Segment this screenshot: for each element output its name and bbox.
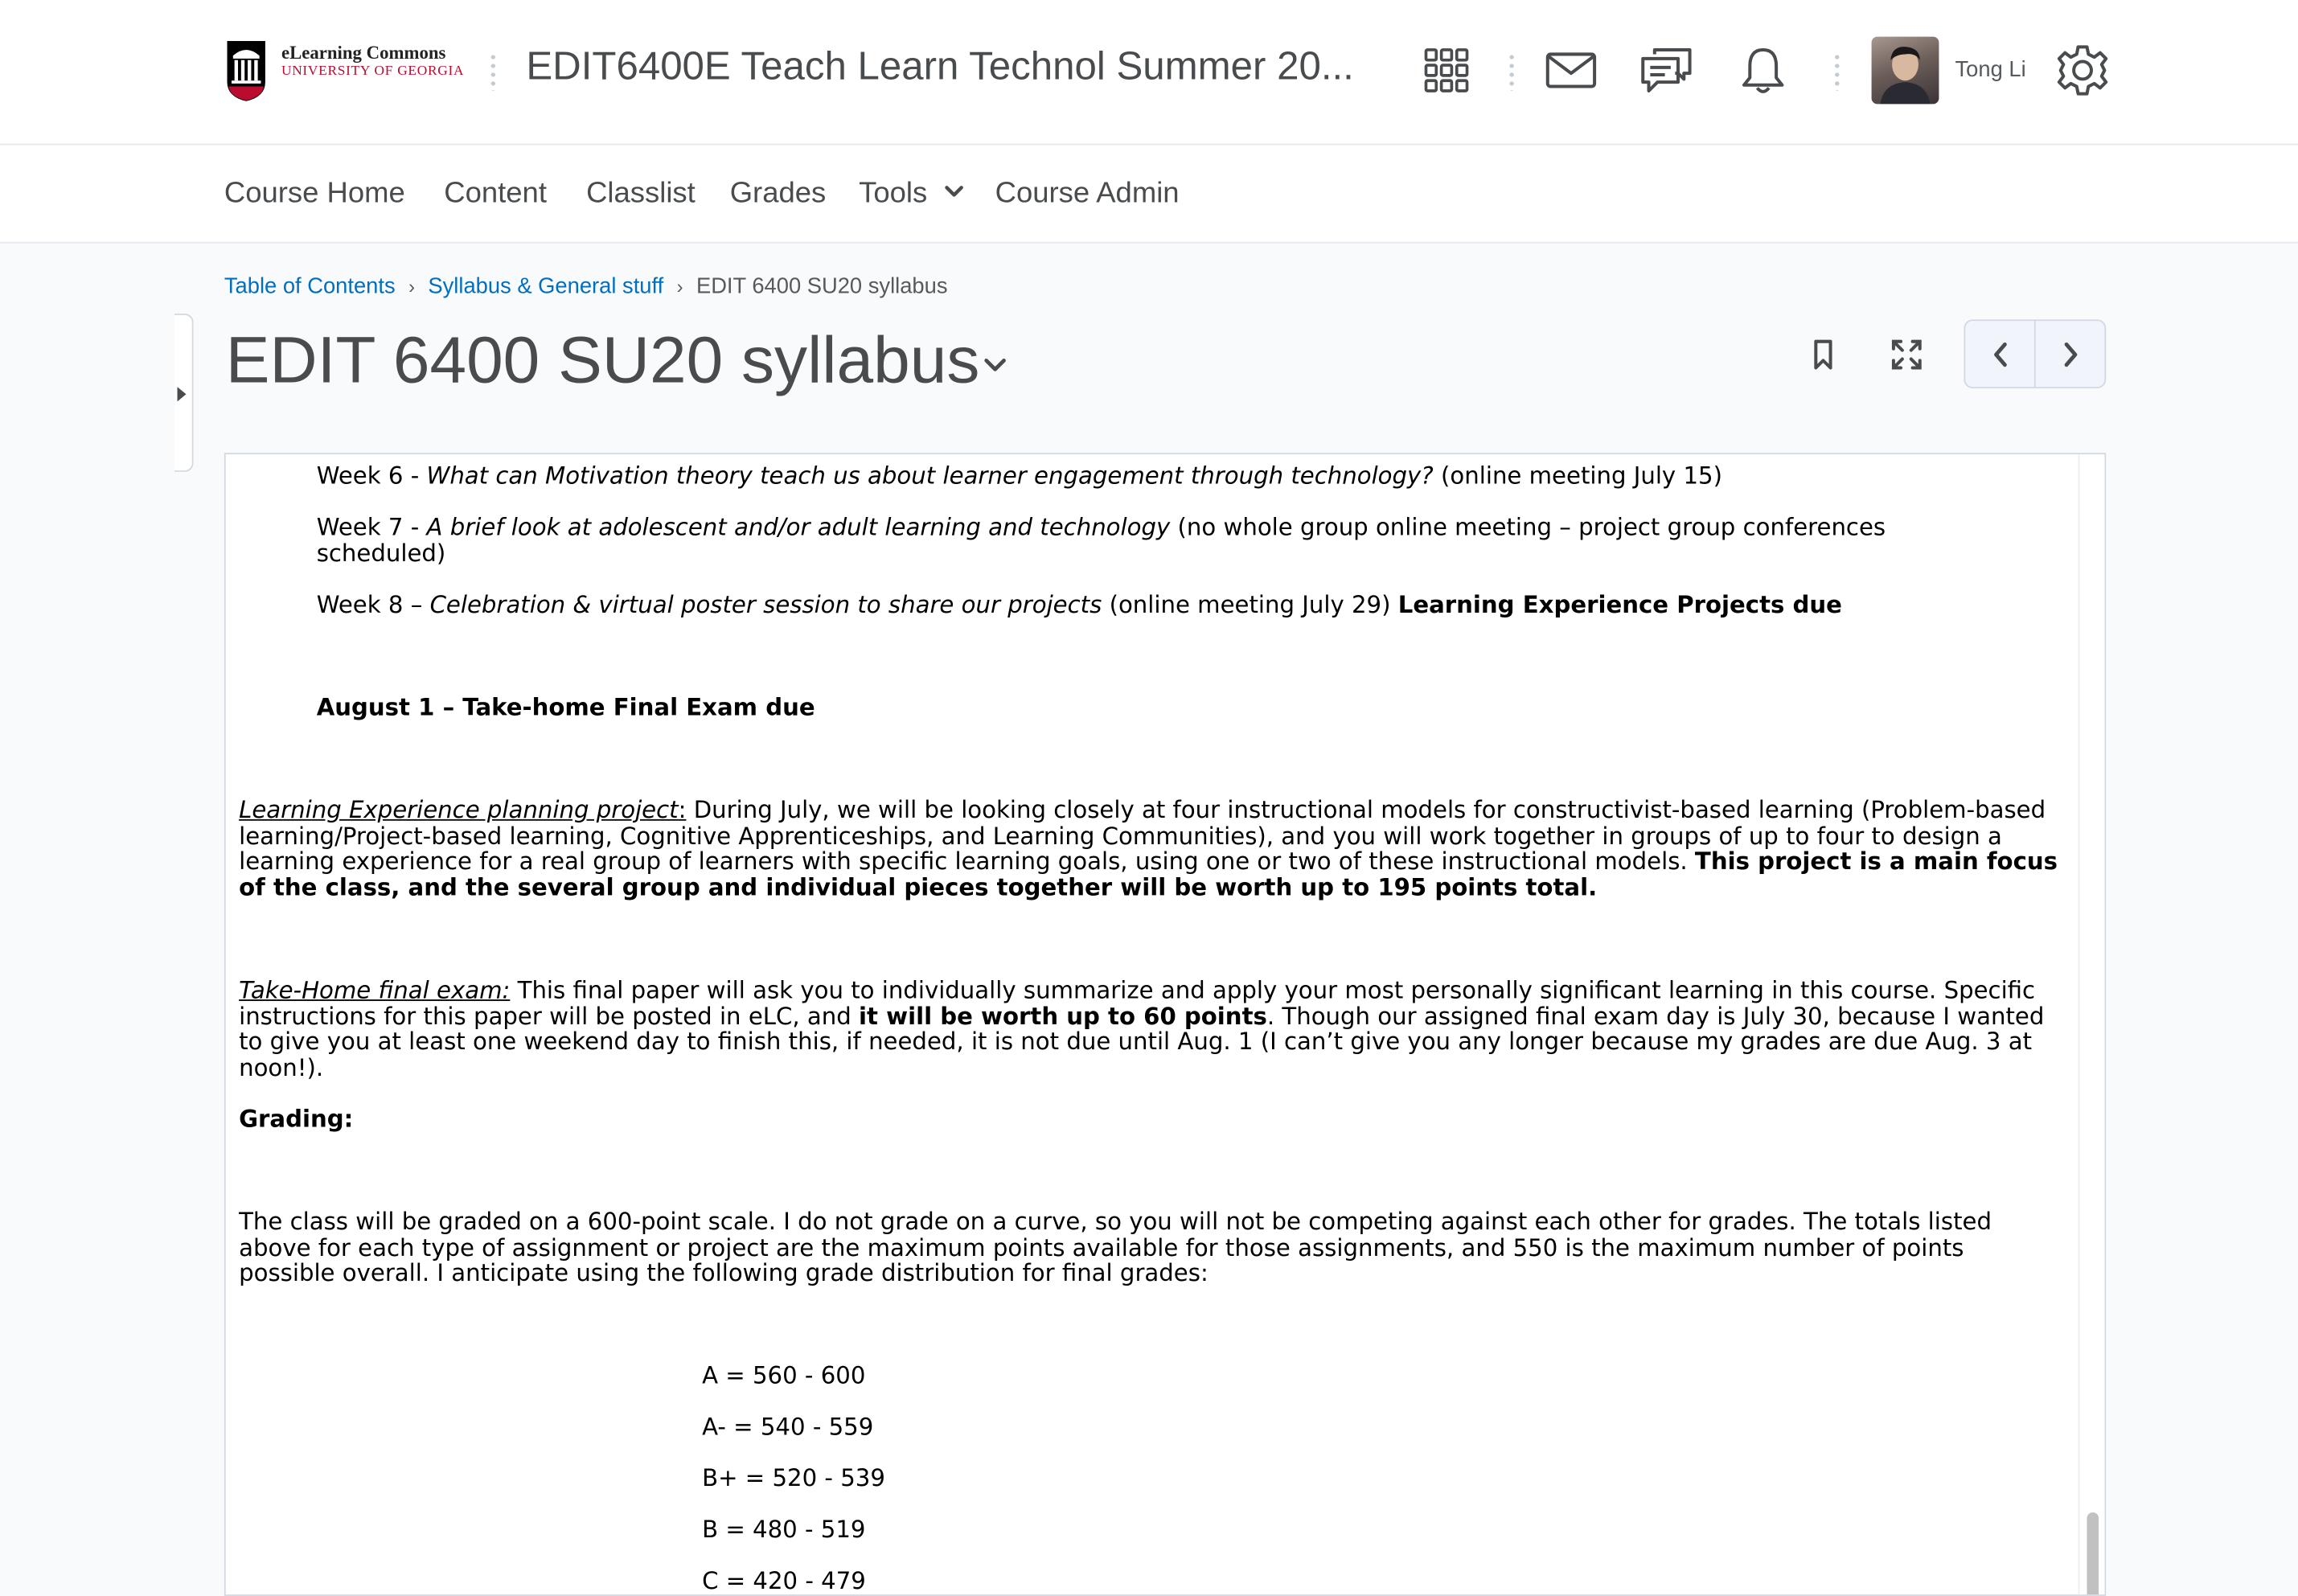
learning-experience-heading: Learning Experience planning project [239,795,679,824]
grade-c: C = 420 - 479 [702,1566,866,1595]
syllabus-content [226,454,2080,1596]
final-exam-text-2: . Though our assigned final exam day is July 30, because I wanted to give you at least one weekend day to finish this, if needed, it is not due until Aug. 1 (I can’t give you any longer because my grades are due Aug. 3 at noon!). [239,1001,2045,1081]
nav-grades[interactable]: Grades [729,177,827,210]
chevron-right-icon [2062,341,2080,367]
logo-title: eLearning Commons [281,42,446,64]
nav-content[interactable]: Content [444,177,547,210]
final-exam-points: it will be worth up to 60 points [859,1001,1267,1030]
learning-experience-points: This project is a main focus of the class, and the several group and individual pieces together will be worth up to 195 points total. [239,847,2058,901]
header-divider [491,53,495,91]
learning-experience-text: During July, we will be looking closely at four instructional models for constructivist-based learning (Problem-based learning/Project-based learning, Cognitive Apprenticeships, and Learning Communities), and you will work together in groups of up to four to design a learning experience for a real group of learners with specific learning goals, using one or two of these instructional models. [239,795,2046,876]
august-1-deadline: August 1 – Take-home Final Exam due [316,693,815,721]
nav-course-admin[interactable]: Course Admin [995,177,1180,210]
title-chevron-down-icon[interactable] [979,349,1012,381]
breadcrumb-current: EDIT 6400 SU20 syllabus [696,273,948,299]
top-header [0,0,2298,145]
grade-b-plus: B+ = 520 - 539 [702,1463,885,1492]
grade-a-minus: A- = 540 - 559 [702,1413,874,1441]
mail-icon[interactable] [1541,41,1600,100]
syllabus-document-viewer[interactable] [224,453,2106,1596]
logo-subtitle: UNIVERSITY OF GEORGIA [281,64,465,80]
breadcrumb-syllabus[interactable]: Syllabus & General stuff [428,273,664,299]
apps-grid-icon[interactable] [1418,41,1476,100]
chevron-left-icon [1992,341,2009,367]
bookmark-icon[interactable] [1794,326,1853,384]
week-6-topic: What can Motivation theory teach us about learner engagement through technology? [426,462,1434,490]
user-name[interactable]: Tong Li [1955,57,2026,83]
week-6-line [317,463,1988,489]
week-8-line [317,592,1988,617]
nav-course-home[interactable]: Course Home [224,177,405,210]
fullscreen-icon[interactable] [1877,326,1936,384]
week-8-label: Week 8 – [316,590,430,619]
avatar[interactable] [1872,37,1939,105]
course-navbar [0,145,2298,243]
final-exam-paragraph [239,975,2063,1081]
course-title[interactable]: EDIT6400E Teach Learn Technol Summer 20... [526,43,1354,88]
final-exam-text: This final paper will ask you to individually summarize and apply your most personally significant learning in this course. Specific instructions for this paper will be posted in eLC, and [239,975,2036,1030]
page-title: EDIT 6400 SU20 syllabus [225,322,980,397]
header-divider [1835,53,1839,91]
nav-tools[interactable] [859,178,965,211]
week-8-meeting: (online meeting July 29) [1102,590,1398,619]
nav-tools-label: Tools [859,177,928,210]
grade-b: B = 480 - 519 [702,1515,866,1544]
week-6-meeting: (online meeting July 15) [1433,462,1722,490]
final-exam-heading: Take-Home final exam: [239,975,511,1004]
previous-topic-button[interactable] [1965,321,2035,387]
learning-experience-paragraph [239,795,2063,901]
week-8-due: Learning Experience Projects due [1397,590,1842,619]
week-8-topic: Celebration & virtual poster session to share our projects [429,590,1102,619]
chat-icon[interactable] [1637,41,1696,100]
uga-shield-icon [224,38,269,102]
side-panel-toggle[interactable] [174,314,194,472]
document-scrollbar-thumb[interactable] [2087,1512,2099,1596]
breadcrumb-separator-icon: › [676,275,683,298]
week-7-label: Week 7 - [316,512,427,541]
week-6-label: Week 6 - [316,462,427,490]
caret-right-icon [176,385,188,403]
breadcrumb-separator-icon: › [408,275,415,298]
learning-experience-colon: : [678,795,687,824]
breadcrumb [224,274,948,299]
grading-paragraph: The class will be graded on a 600-point scale. I do not grade on a curve, so you will not be competing against each other for grades. The totals listed above for each type of assignment or project are the maximum points available for those assignments, and 550 is the maximum number of points possible overall. I anticipate using the following grade distribution for final grades: [239,1207,1992,1287]
week-7-line [316,512,1988,567]
week-7-topic: A brief look at adolescent and/or adult learning and technology [426,512,1171,541]
nav-classlist[interactable]: Classlist [586,177,696,210]
grade-a: A = 560 - 600 [702,1361,866,1389]
topic-pager [1964,319,2106,388]
uga-elc-logo[interactable] [224,38,474,105]
next-topic-button[interactable] [2036,321,2106,387]
document-scrollbar[interactable] [2078,454,2105,1596]
grading-heading: Grading: [239,1105,354,1133]
bell-icon[interactable] [1734,41,1792,100]
gear-icon[interactable] [2054,41,2112,100]
breadcrumb-table-of-contents[interactable]: Table of Contents [224,273,396,299]
week-7-meeting: (no whole group online meeting – project group conferences scheduled) [316,512,1886,567]
header-divider [1509,53,1513,91]
chevron-down-icon [944,185,965,199]
